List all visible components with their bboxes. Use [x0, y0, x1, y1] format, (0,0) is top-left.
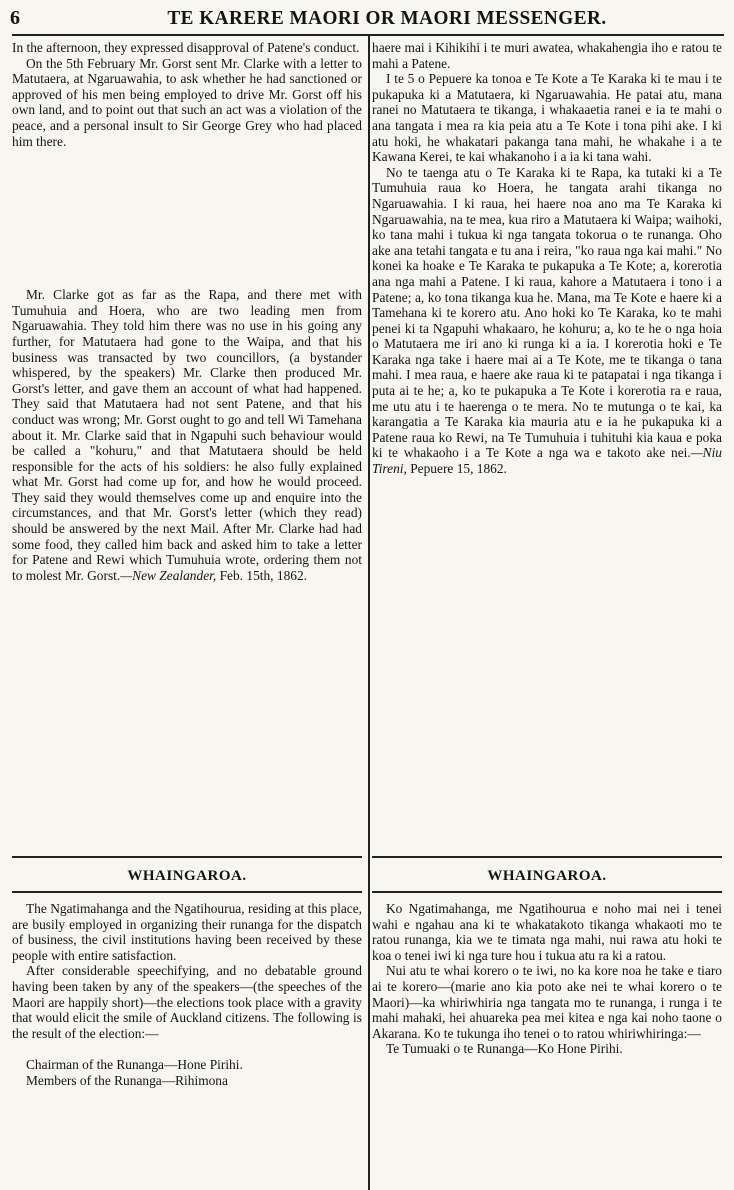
section-rule [12, 856, 362, 858]
section-rule [372, 891, 722, 893]
paragraph [12, 287, 362, 583]
paragraph: I te 5 o Pepuere ka tonoa e Te Kote a Te Karaka ki te mau i te pukapuka ki a Matutaera, ki Ngaruawahia. He patai atu, mana ranei no Matutaera te tikanga, i whakaaetia ranei e ia te mahi o ana tangata i mea ra kia peia atu a Te Kote i tona pihi ake. I ki atu hoki, he whakatari pakanga tana mahi, he whakahe i a te Kawana Kerei, te kai whakanoho i a ia ki tana wahi. [372, 71, 722, 165]
paragraph: Chairman of the Runanga—Hone Pirihi. [26, 1057, 243, 1073]
left-column-english [12, 40, 362, 583]
right-column-maori [372, 40, 722, 477]
section-rule [372, 856, 722, 858]
right-section-whaingaroa [372, 846, 722, 1057]
paragraph-text: Mr. Clarke got as far as the Rapa, and there met with Tumuhuia and Hoera, who are two leading men from Ngaruawahia. They told him there was no use in his going any further, for Matutaera had gone to the Waipa, and that his business was transacted by two councillors, (a bystander whispered, by the speakers) Mr. Clarke then produced Mr. Gorst's letter, and gave them an account of what had happened. They said that Matutaera had not sent Patene, and that his conduct was wrong; Mr. Gorst ought to go and tell Wi Tamehana about it. Mr. Clarke said that in Ngapuhi such behaviour would be called a "kohuru," and that Matutaera should be held responsible for the acts of his soldiers: he also fully explained what Mr. Gorst had come up for, and how he would proceed. They said they would themselves come up and enquire into the circumstances, and that Mr. Gorst's letter (which they read) should be answered by the next Mail. After Mr. Clarke had had some food, they called him back and asked him to take a letter for Patene and Rewi which Tumuhuia wrote, ordering them not to molest Mr. Gorst. [12, 287, 362, 583]
paragraph: Members of the Runanga—Rihimona [26, 1072, 228, 1088]
page-number: 6 [10, 7, 20, 29]
paragraph: haere mai i Kihikihi i te muri awatea, whakahengia iho e ratou te mahi a Patene. [372, 40, 722, 71]
faded-text-area [12, 155, 362, 285]
section-rule [12, 891, 362, 893]
column-divider [368, 36, 370, 1190]
section-body [12, 901, 362, 1089]
left-section-whaingaroa [12, 846, 362, 1089]
source-citation: —New Zealander, [120, 567, 217, 583]
paragraph: The Ngatimahanga and the Ngatihourua, residing at this place, are busily employed in organizing their runanga for the dispatch of business, the civil institutions having been received by these people with entire satisfaction. [12, 901, 362, 963]
section-body [372, 901, 722, 1057]
paragraph: Ko Ngatimahanga, me Ngatihourua e noho mai nei i tenei wahi e ngahau ana ki te whakatakoto tikanga whakaoti mo te ratou runanga, kia we te timata nga mahi, nui rawa atu hoki te koa o tenei iwi ki nga ture hou i tukua atu ra ki a ratou. [372, 901, 722, 963]
paragraph: Nui atu te whai korero o te iwi, no ka kore noa he take e tiaro ai te korero—(marie ano kia poto ake nei te whai korero o te Maori)—ka whiriwhiria nga tangata mo te runanga, i runga i te mahi mahaki, hei ahuareka pea mei kitea e nga kai noho taone o Akarana. Ko te tukunga iho tenei o to ratou whiriwhiringa:— [372, 963, 722, 1041]
page-header [10, 4, 724, 30]
paragraph: On the 5th February Mr. Gorst sent Mr. Clarke with a letter to Matutaera, at Ngaruawahia, to ask whether he had sanctioned or approved of his men being employed to drive Mr. Gorst off his own land, and to point out that such an act was a violation of the peace, and a personal insult to Sir George Grey who had placed him there. [12, 55, 362, 149]
section-title: WHAINGAROA. [127, 868, 247, 884]
paragraph-text: No te taenga atu o Te Karaka ki te Rapa, ka tutaki ki a Te Tumuhuia raua ko Hoera, he tangata arahi tikanga no Ngaruawahia. I ki raua, hei haere noa ano ma Te Karaka ki Ngaruawahia, na te mea, kua riro a Matutaera ki Waipa; waihoki, ko tana mahi i tukua ki nga tangata tokorua o te runanga. Oho ake ana tetahi tangata e tu ana i reira, "ko raua nga kai mahi." No konei ka hoake e Te Karaka te pukapuka a Te Kote; a, korerotia ana nga mahi a Patene. I ki raua, kahore a Matutaera i tono i a Patene; a, ko tona tikanga kua he. Mana, ma Te Kote e haere ki a Tamehana ki te korero atu. Ano hoki ko Te Karaka, ko te mahi penei ki ta Ngapuhi whakaaro, he kohuru; a, ko te he o nga hoia o Matutaera me iri ano ki runga ki a ia. I korerotia hoki e Te Karaka nga take i haere mai ai a Te Kote, me te tikanga o tana mahi. I mea raua, e haere ake raua ki te patapatai i nga tikanga i puta ai te he; a, ko te pukapuka a Te Kote i korerotia ra e raua, me utu atu i te haerenga o te mera. No te mutunga o te kai, ka karangatia a Te Karaka kia mauria atu e ia he pukapuka ki a Patene raua ko Rewi, na Te Tumuhuia i tuhituhi kia kaua e poka ki te whakaoho i a Te Kote a nga wa e takoto ake nei. [372, 164, 722, 461]
source-date: Feb. 15th, 1862. [219, 567, 308, 583]
paragraph: In the afternoon, they expressed disapproval of Patene's conduct. [12, 40, 360, 55]
paragraph: Te Tumuaki o te Runanga—Ko Hone Pirihi. [386, 1041, 623, 1057]
section-title: WHAINGAROA. [487, 868, 607, 884]
source-date: Pepuere 15, 1862. [410, 461, 507, 477]
paragraph: After considerable speechifying, and no debatable ground having been taken by any of the speakers—(the speeches of the Maori are happily short)—the elections took place with a gravity that would elicit the smile of Auckland citizens. The following is the result of the election:— [12, 963, 362, 1041]
paragraph [372, 165, 722, 477]
source-citation: —Niu Tireni, [372, 445, 722, 477]
masthead-title: TE KARERE MAORI OR MAORI MESSENGER. [167, 7, 607, 29]
